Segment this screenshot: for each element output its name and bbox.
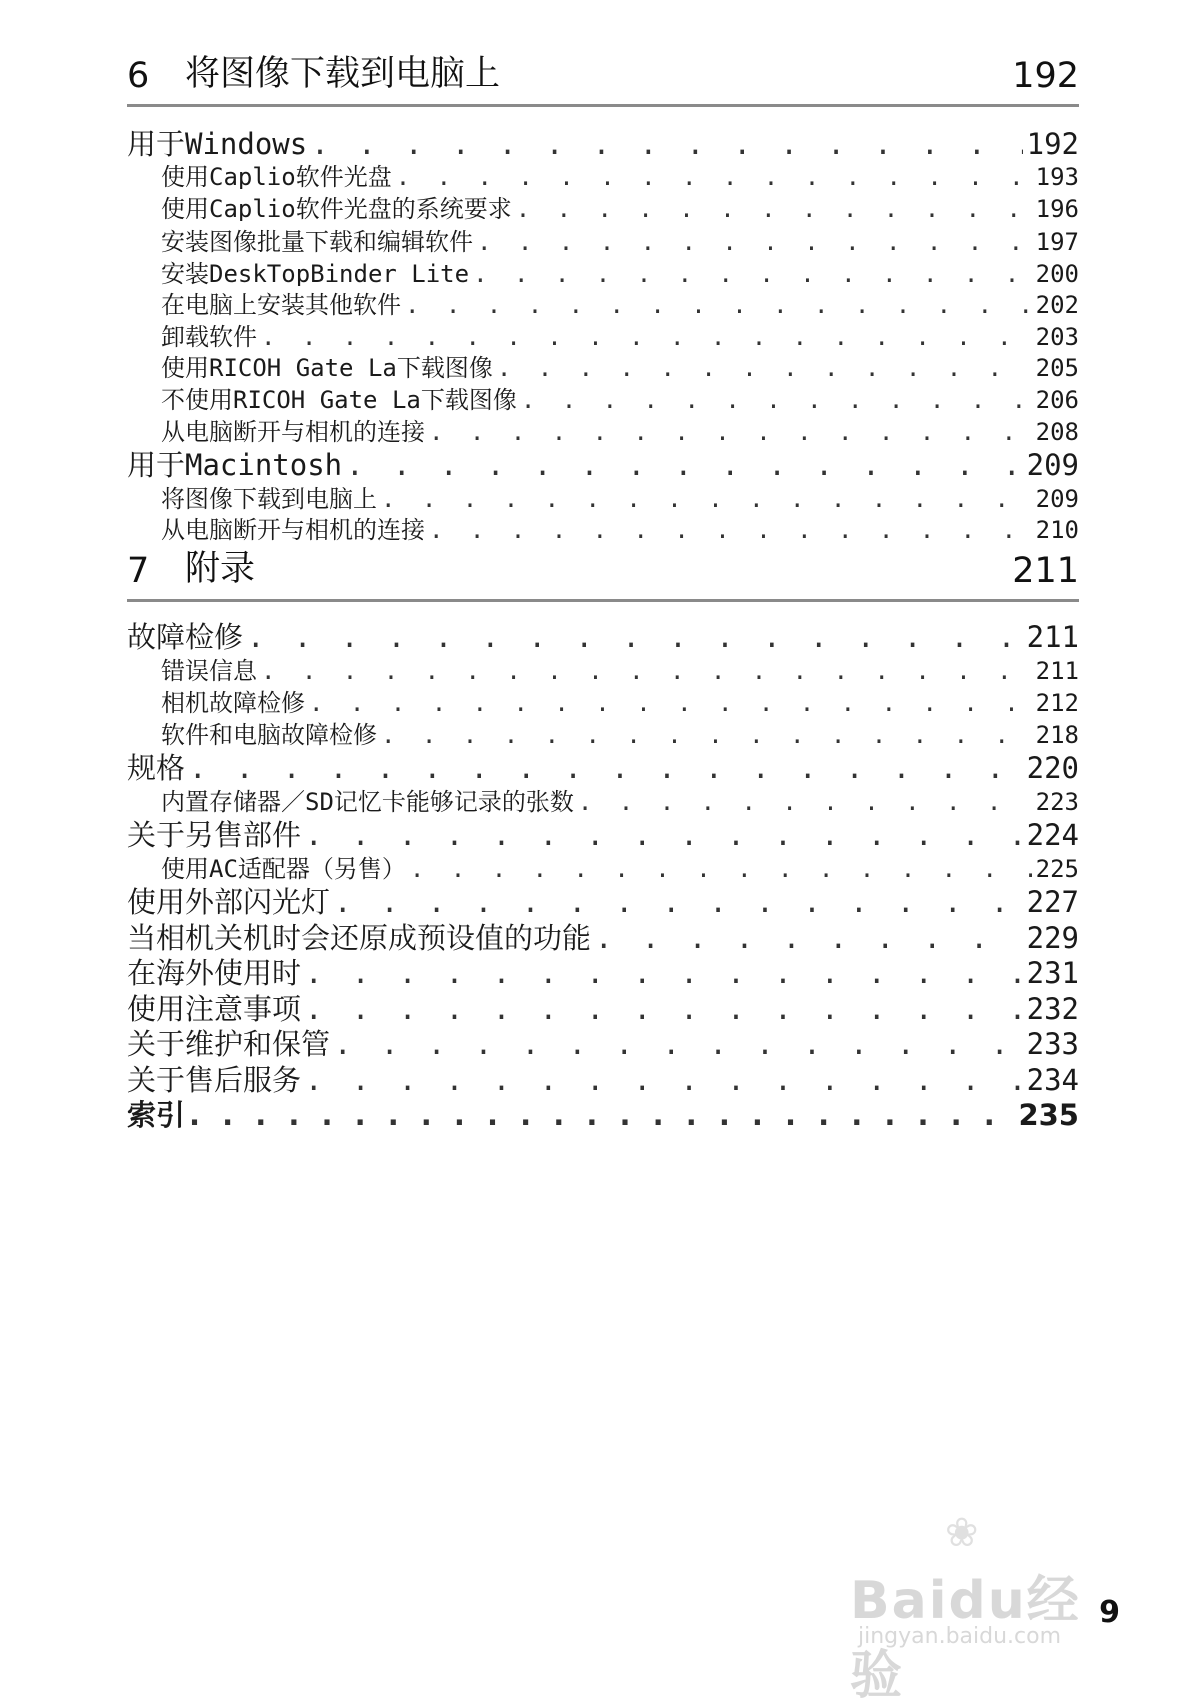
entry-page: 197 [1035,228,1079,254]
entry-page: 227 [1026,885,1079,916]
entry-page: 208 [1035,418,1079,444]
entry-label: 将图像下载到电脑上 [161,485,377,511]
entry-page: 209 [1035,485,1079,511]
entry-page: 193 [1035,163,1079,189]
entry-page: 206 [1035,386,1079,412]
entry-label: 错误信息 [161,657,257,683]
toc-subentry[interactable] [161,849,1079,881]
toc-entry[interactable] [127,1022,1079,1058]
toc-subentry[interactable] [161,317,1079,349]
entry-label: 从电脑断开与相机的连接 [161,418,425,444]
entry-label: 安装图像批量下载和编辑软件 [161,228,473,254]
dot-leader [334,885,1023,916]
entry-label: 用于Macintosh [127,448,343,479]
dot-leader [311,127,1022,158]
toc-entry[interactable] [127,951,1079,987]
toc-entry[interactable] [127,916,1079,952]
toc-entry[interactable] [127,443,1079,479]
toc-entry[interactable] [127,987,1079,1023]
chapter-page: 192 [1012,56,1079,96]
dot-leader [429,516,1032,542]
toc-subentry[interactable] [161,412,1079,444]
dot-leader [305,992,1023,1023]
toc-entry[interactable] [127,615,1079,651]
watermark-brand: Baidu经验 [850,1571,1081,1706]
dot-leader [497,354,1032,380]
dot-leader [189,751,1023,782]
entry-label: 关于售后服务 [127,1063,302,1094]
dot-leader [477,228,1032,254]
entry-page: 232 [1026,992,1079,1023]
entry-label: 使用外部闪光灯 [127,885,331,916]
entry-label: 内置存储器／SD记忆卡能够记录的张数 [161,788,574,814]
toc-subentry[interactable] [161,715,1079,747]
toc-subentry[interactable] [161,348,1079,380]
entry-page: 229 [1026,921,1079,952]
entry-page: 211 [1026,620,1079,651]
entry-label: 使用RICOH Gate La下载图像 [161,354,493,380]
chapter-6-heading [127,52,1079,107]
toc-entry[interactable] [127,880,1079,916]
toc-entry[interactable] [127,813,1079,849]
dot-leader [429,418,1032,444]
baidu-watermark [850,1510,1130,1706]
dot-leader [309,689,1032,715]
entry-page: 233 [1026,1027,1079,1058]
entry-page: 209 [1026,448,1079,479]
entry-label: 使用Caplio软件光盘 [161,163,392,189]
toc-subentry[interactable] [161,651,1079,683]
toc-subentry[interactable] [161,479,1079,511]
toc-subentry[interactable] [161,380,1079,412]
entry-page: 211 [1035,657,1079,683]
dot-leader [521,386,1032,412]
toc-subentry[interactable] [161,254,1079,286]
entry-label: 不使用RICOH Gate La下载图像 [161,386,517,412]
entry-page: 218 [1035,721,1079,747]
entry-label: 使用AC适配器（另售） [161,855,406,881]
entry-label: 使用注意事项 [127,992,302,1023]
entry-label: 在电脑上安装其他软件 [161,291,401,317]
dot-leader [381,485,1032,511]
dot-leader [410,855,1032,881]
chapter-number: 6 [127,56,150,96]
dot-leader [305,956,1023,987]
entry-page: 225 [1035,855,1079,881]
toc-subentry[interactable] [161,189,1079,221]
dot-leader [473,260,1032,286]
entry-page: 202 [1035,291,1079,317]
entry-label: 软件和电脑故障检修 [161,721,377,747]
entry-label: 在海外使用时 [127,956,302,987]
chapter-page: 211 [1012,551,1079,591]
dot-leader [405,291,1032,317]
chapter-title: 附录 [185,549,256,589]
entry-page: 196 [1035,195,1079,221]
dot-leader [516,195,1032,221]
toc-entry[interactable] [127,122,1079,158]
entry-page: 224 [1026,818,1079,849]
paw-logo-icon: ❀ [945,1510,979,1556]
entry-page: 210 [1035,516,1079,542]
entry-label: 索引 [127,1098,186,1129]
toc-entry-index[interactable] [127,1093,1079,1129]
chapter-number: 7 [127,551,150,591]
entry-label: 故障检修 [127,620,244,651]
dot-leader [305,1063,1023,1094]
entry-page: 205 [1035,354,1079,380]
dot-leader [189,1098,1014,1129]
toc-subentry[interactable] [161,157,1079,189]
entry-label: 安装DeskTopBinder Lite [161,260,470,286]
dot-leader [247,620,1023,651]
toc-entry[interactable] [127,746,1079,782]
dot-leader [261,657,1032,683]
toc-entry[interactable] [127,1058,1079,1094]
dot-leader [396,163,1032,189]
toc-subentry[interactable] [161,683,1079,715]
entry-label: 使用Caplio软件光盘的系统要求 [161,195,512,221]
entry-page: 203 [1035,323,1079,349]
toc-subentry[interactable] [161,285,1079,317]
entry-label: 卸载软件 [161,323,257,349]
dot-leader [261,323,1032,349]
page-number: 9 [1099,1595,1120,1630]
entry-page: 192 [1026,127,1079,158]
dot-leader [334,1027,1023,1058]
entry-label: 关于维护和保管 [127,1027,331,1058]
watermark-url: jingyan.baidu.com [858,1624,1062,1649]
toc-subentry[interactable] [161,222,1079,254]
entry-label: 相机故障检修 [161,689,305,715]
entry-label: 关于另售部件 [127,818,302,849]
entry-page: 223 [1035,788,1079,814]
entry-label: 用于Windows [127,127,308,158]
chapter-title: 将图像下载到电脑上 [185,54,501,94]
entry-page: 212 [1035,689,1079,715]
entry-label: 规格 [127,751,186,782]
dot-leader [381,721,1032,747]
entry-page: 234 [1026,1063,1079,1094]
entry-page: 200 [1035,260,1079,286]
entry-label: 从电脑断开与相机的连接 [161,516,425,542]
entry-label: 当相机关机时会还原成预设值的功能 [127,921,592,952]
dot-leader [305,818,1023,849]
entry-page: 235 [1018,1098,1079,1129]
entry-page: 231 [1026,956,1079,987]
toc-subentry[interactable] [161,510,1079,542]
entry-page: 220 [1026,751,1079,782]
toc-subentry[interactable] [161,782,1079,814]
dot-leader [578,788,1032,814]
chapter-7-heading [127,547,1079,602]
dot-leader [346,448,1022,479]
dot-leader [595,921,1023,952]
